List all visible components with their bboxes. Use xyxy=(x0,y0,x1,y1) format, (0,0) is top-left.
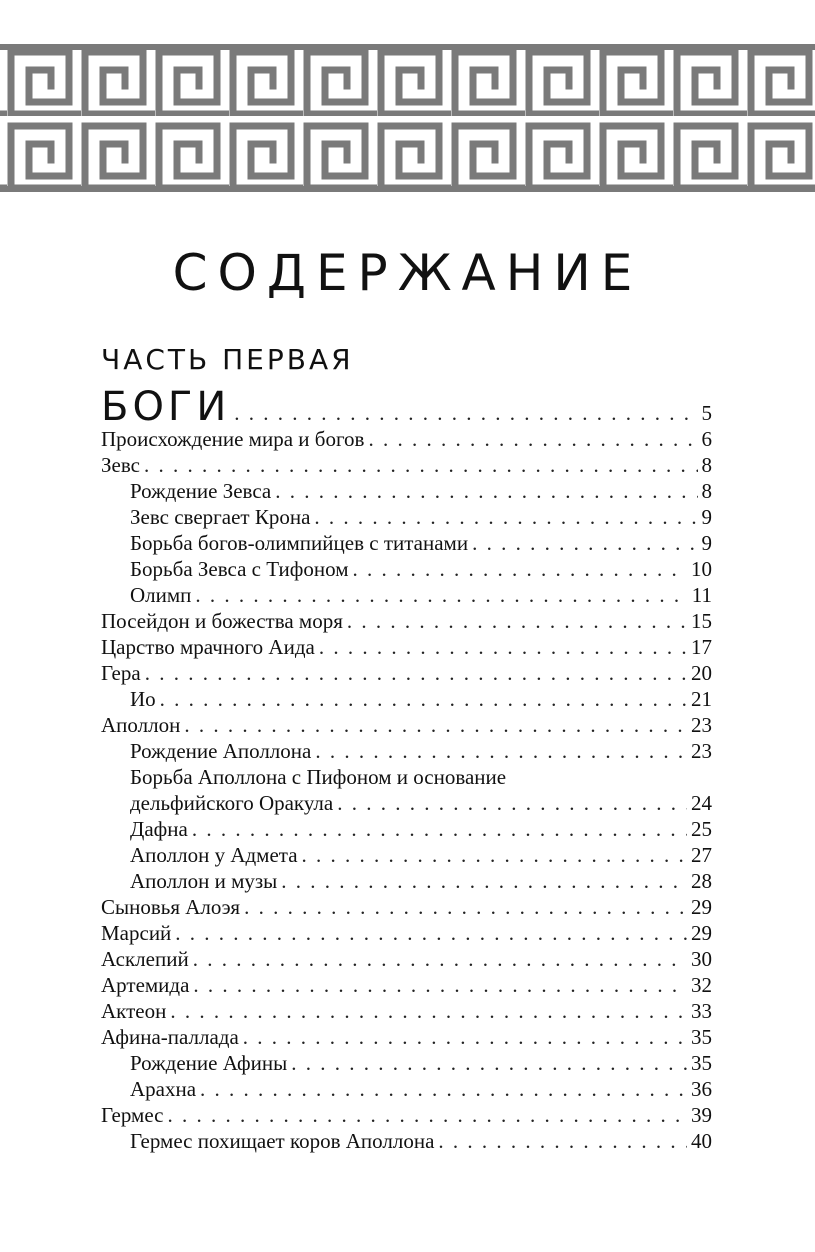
dot-leader xyxy=(243,1024,687,1050)
toc-entry xyxy=(101,426,712,452)
toc-entry xyxy=(101,582,712,608)
toc-entry xyxy=(101,1128,712,1154)
toc-entry-page: 5 xyxy=(701,401,712,425)
toc-entry xyxy=(101,920,712,946)
toc-entry xyxy=(101,608,712,634)
toc-entry-title: Рождение Аполлона xyxy=(130,739,312,763)
toc-entry-page: 23 xyxy=(691,713,712,737)
dot-leader xyxy=(184,712,687,738)
toc-entry xyxy=(101,452,712,478)
dot-leader xyxy=(319,634,687,660)
toc-entry-page: 20 xyxy=(691,661,712,685)
greek-key-border xyxy=(0,44,815,192)
dot-leader xyxy=(368,426,697,452)
toc-entry xyxy=(101,556,712,582)
toc-entry-page: 40 xyxy=(691,1129,712,1153)
toc-entry-page: 23 xyxy=(691,739,712,763)
toc-entry-title: Асклепий xyxy=(101,947,189,971)
toc-entry xyxy=(101,530,712,556)
toc-entry-title: Происхождение мира и богов xyxy=(101,427,365,451)
dot-leader xyxy=(145,660,687,686)
toc-entry xyxy=(101,504,712,530)
toc-entry-title: Афина-паллада xyxy=(101,1025,239,1049)
page-title: СОДЕРЖАНИЕ xyxy=(172,244,643,302)
toc-entry xyxy=(101,842,712,868)
toc-entry-page: 6 xyxy=(701,427,712,451)
toc-entry-page: 8 xyxy=(701,479,712,503)
toc-entry-page: 21 xyxy=(691,687,712,711)
toc-entry xyxy=(101,634,712,660)
toc-entry-title: Борьба Зевса с Тифоном xyxy=(130,557,349,581)
dot-leader xyxy=(200,1076,687,1102)
toc-entry-page: 9 xyxy=(701,505,712,529)
toc-entry xyxy=(101,478,712,504)
toc-entry xyxy=(101,816,712,842)
toc-entry-title: Борьба богов-олимпийцев с титанами xyxy=(130,531,469,555)
toc-entry-title: Артемида xyxy=(101,973,190,997)
dot-leader xyxy=(244,894,687,920)
toc-entry-page: 39 xyxy=(691,1103,712,1127)
toc-entry-page: 27 xyxy=(691,843,712,867)
toc-entry xyxy=(101,946,712,972)
toc-entry-title: Сыновья Алоэя xyxy=(101,895,241,919)
toc-entry-title: Аполлон и музы xyxy=(130,869,278,893)
toc-entry-title: Олимп xyxy=(130,583,192,607)
dot-leader xyxy=(170,998,687,1024)
toc-entry-title: Гермес xyxy=(101,1103,164,1127)
toc-entry-title: Зевс xyxy=(101,453,140,477)
toc-entry-title: Гермес похищает коров Аполлона xyxy=(130,1129,435,1153)
toc-entry-title: дельфийского Оракула xyxy=(130,791,334,815)
toc-entry-page: 35 xyxy=(691,1025,712,1049)
toc-entry-page: 29 xyxy=(691,895,712,919)
toc-entry-title: БОГИ xyxy=(101,384,231,430)
dot-leader xyxy=(192,816,687,842)
toc-entry-title: Аполлон у Адмета xyxy=(130,843,298,867)
dot-leader xyxy=(281,868,687,894)
toc-entry xyxy=(101,972,712,998)
dot-leader xyxy=(275,478,697,504)
dot-leader xyxy=(353,556,687,582)
toc-entry-page: 25 xyxy=(691,817,712,841)
toc-entry xyxy=(101,868,712,894)
toc-entry-page: 36 xyxy=(691,1077,712,1101)
dot-leader xyxy=(438,1128,687,1154)
toc-entry xyxy=(101,790,712,816)
toc-entry-title: Ио xyxy=(130,687,156,711)
toc-entry-title: Дафна xyxy=(130,817,188,841)
dot-leader xyxy=(291,1050,687,1076)
dot-leader xyxy=(193,946,687,972)
toc-entry-title: Марсий xyxy=(101,921,172,945)
toc-entry-title: Арахна xyxy=(130,1077,197,1101)
toc-entry-page: 9 xyxy=(701,531,712,555)
dot-leader xyxy=(472,530,697,556)
toc-entry-title: Посейдон и божества моря xyxy=(101,609,343,633)
toc-entry-page: 35 xyxy=(691,1051,712,1075)
toc-entry xyxy=(101,894,712,920)
toc-entry-title: Рождение Зевса xyxy=(130,479,272,503)
toc-entry-title: Зевс свергает Крона xyxy=(130,505,311,529)
toc-entry-page: 33 xyxy=(691,999,712,1023)
toc-entry xyxy=(101,660,712,686)
dot-leader xyxy=(195,582,687,608)
toc-entry-page: 11 xyxy=(691,583,712,607)
dot-leader xyxy=(347,608,687,634)
toc-entry-title: Царство мрачного Аида xyxy=(101,635,315,659)
toc-entry xyxy=(101,384,712,430)
toc-entry xyxy=(101,998,712,1024)
toc-entry xyxy=(101,1024,712,1050)
toc-entry-page: 8 xyxy=(701,453,712,477)
toc-entry xyxy=(101,1102,712,1128)
toc-entry xyxy=(101,764,712,790)
dot-leader xyxy=(168,1102,688,1128)
dot-leader xyxy=(315,738,687,764)
dot-leader xyxy=(175,920,687,946)
toc-entry-title: Актеон xyxy=(101,999,167,1023)
toc-entry-page: 28 xyxy=(691,869,712,893)
toc-entry xyxy=(101,686,712,712)
part-heading: ЧАСТЬ ПЕРВАЯ xyxy=(101,343,354,376)
toc-entry-title: Рождение Афины xyxy=(130,1051,288,1075)
toc-entry-title: Аполлон xyxy=(101,713,181,737)
toc-entry-page: 24 xyxy=(691,791,712,815)
toc-entry-page: 32 xyxy=(691,973,712,997)
dot-leader xyxy=(160,686,687,712)
dot-leader xyxy=(337,790,687,816)
toc-entry xyxy=(101,712,712,738)
toc-entry xyxy=(101,1076,712,1102)
toc-entry-title: Борьба Аполлона с Пифоном и основание xyxy=(130,765,507,789)
toc-entry-title: Гера xyxy=(101,661,141,685)
toc-entry-page: 10 xyxy=(691,557,712,581)
toc-entry-page: 17 xyxy=(691,635,712,659)
toc-entry-page: 15 xyxy=(691,609,712,633)
dot-leader xyxy=(302,842,687,868)
dot-leader xyxy=(144,452,698,478)
toc-entry-page: 29 xyxy=(691,921,712,945)
toc-entry-page: 30 xyxy=(691,947,712,971)
dot-leader xyxy=(193,972,687,998)
toc-entry xyxy=(101,738,712,764)
table-of-contents xyxy=(101,384,712,1154)
dot-leader xyxy=(314,504,697,530)
toc-entry xyxy=(101,1050,712,1076)
